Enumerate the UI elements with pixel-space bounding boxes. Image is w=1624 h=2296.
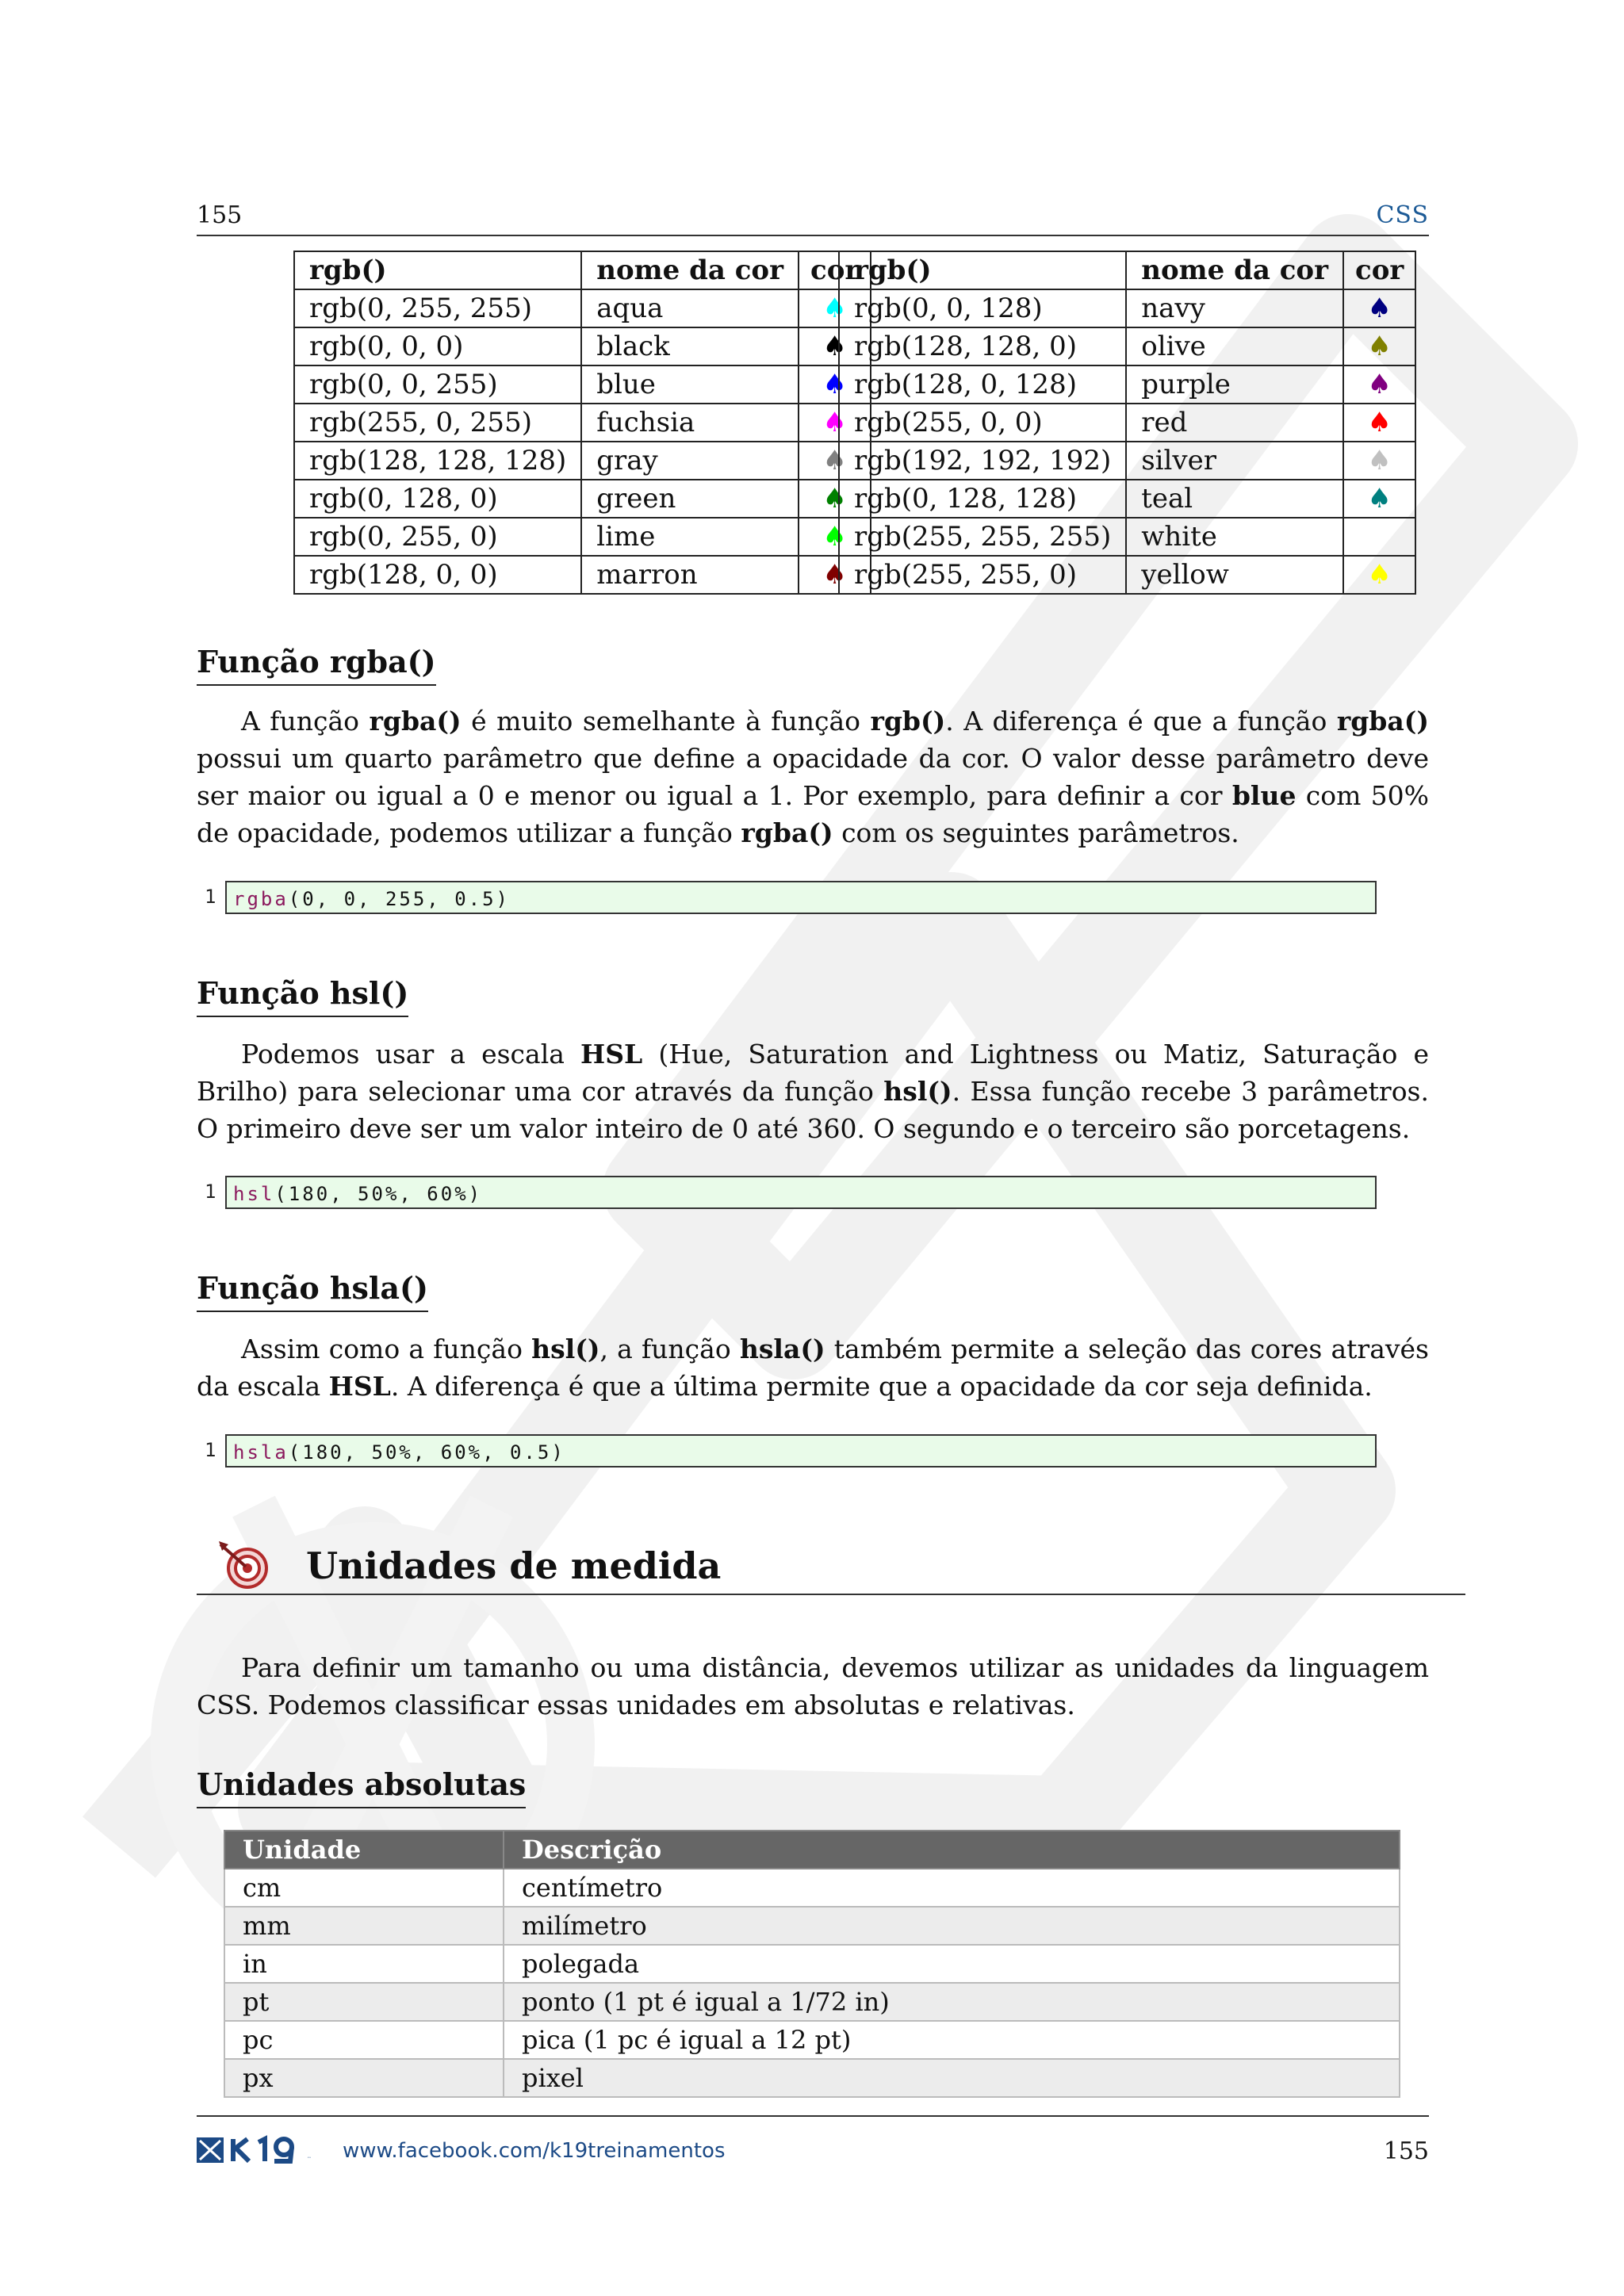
bold-term: hsl() — [883, 1076, 952, 1107]
color-row — [839, 289, 1415, 327]
code-args: (0, 0, 255, 0.5) — [288, 888, 510, 910]
spade-icon: ♠ — [1367, 559, 1392, 591]
color-name: teal — [1126, 480, 1343, 518]
code-block-rgba — [197, 881, 1429, 917]
section-title-text: Unidades de medida — [306, 1544, 722, 1587]
color-name: white — [1126, 518, 1343, 556]
rgb-value: rgb(0, 0, 128) — [839, 289, 1126, 327]
table-row — [224, 2021, 1400, 2059]
color-row — [294, 404, 871, 442]
text-run: Para definir um tamanho ou uma distância, devemos utilizar as unidades da linguagem CSS. Podemos classificar essas unidades em absolutas e relativas. — [197, 1652, 1429, 1720]
color-name: lime — [581, 518, 799, 556]
color-name: blue — [581, 365, 799, 404]
text-run: também permite a seleção das cores através da escala — [197, 1334, 1429, 1402]
col-name: nome da cor — [581, 251, 799, 289]
bold-term: hsl() — [531, 1334, 600, 1364]
spade-icon: ♠ — [822, 521, 847, 553]
spade-icon: ♠ — [822, 483, 847, 515]
code-block-hsl — [197, 1176, 1429, 1212]
description-cell: centímetro — [504, 1869, 1400, 1907]
code-line-number: 1 — [205, 886, 216, 908]
bold-term: HSL — [328, 1371, 391, 1402]
table-row — [224, 1907, 1400, 1945]
bold-term: HSL — [580, 1039, 643, 1070]
color-name: aqua — [581, 289, 799, 327]
color-row — [294, 327, 871, 365]
color-swatch — [1343, 289, 1415, 327]
rgb-value: rgb(255, 255, 255) — [839, 518, 1126, 556]
text-run: possui um quarto parâmetro que define a opacidade da cor. O valor desse parâmetro deve ser maior ou igual a 0 e menor ou igual a 1. Por exemplo, para definir a cor — [197, 743, 1429, 811]
text-run: (Hue, Saturation and Lightness ou Matiz, Saturação e Brilho) para selecionar uma cor através da função — [197, 1039, 1429, 1107]
code-function: rgba — [233, 888, 289, 910]
text-run: A função — [241, 706, 370, 737]
unit-cell: px — [224, 2059, 504, 2097]
bold-term: rgba() — [741, 817, 833, 848]
color-row — [294, 480, 871, 518]
header-chapter: CSS — [1376, 201, 1429, 229]
col-description: Descrição — [504, 1831, 1400, 1869]
rgb-value: rgb(255, 0, 0) — [839, 404, 1126, 442]
rgb-value: rgb(0, 0, 0) — [294, 327, 581, 365]
color-row — [839, 556, 1415, 594]
color-name: navy — [1126, 289, 1343, 327]
color-name: black — [581, 327, 799, 365]
rgb-value: rgb(0, 255, 0) — [294, 518, 581, 556]
color-row — [839, 327, 1415, 365]
table-row — [224, 1983, 1400, 2021]
description-cell: polegada — [504, 1945, 1400, 1983]
spade-icon: ♠ — [1367, 483, 1392, 515]
color-row — [839, 518, 1415, 556]
running-header — [197, 197, 1429, 236]
paragraph-hsl — [197, 1035, 1429, 1147]
paragraph-units — [197, 1649, 1429, 1724]
table-row — [224, 1945, 1400, 1983]
text-run: Assim como a função — [241, 1334, 532, 1364]
color-table-left — [293, 251, 871, 595]
footer-page-number: 155 — [1383, 2137, 1429, 2165]
color-row — [294, 365, 871, 404]
color-row — [839, 480, 1415, 518]
unit-cell: mm — [224, 1907, 504, 1945]
color-name: red — [1126, 404, 1343, 442]
table-row — [224, 2059, 1400, 2097]
rgb-value: rgb(128, 0, 128) — [839, 365, 1126, 404]
code-args: (180, 50%, 60%) — [274, 1183, 483, 1205]
rgb-value: rgb(255, 255, 0) — [839, 556, 1126, 594]
section-title-units — [197, 1536, 1465, 1595]
bold-term: rgba() — [1336, 706, 1429, 737]
color-swatch — [1343, 518, 1415, 556]
text-run: . A diferença é que a função — [945, 706, 1337, 737]
text-run: Podemos usar a escala — [241, 1039, 581, 1070]
unit-cell: cm — [224, 1869, 504, 1907]
svg-text:K19: K19 — [308, 2157, 312, 2159]
col-unit: Unidade — [224, 1831, 504, 1869]
description-cell: milímetro — [504, 1907, 1400, 1945]
bold-term: rgba() — [369, 706, 462, 737]
description-cell: pixel — [504, 2059, 1400, 2097]
section-heading-hsla: Função hsla() — [197, 1270, 428, 1312]
spade-icon: ♠ — [822, 331, 847, 362]
spade-icon: ♠ — [822, 559, 847, 591]
spade-icon: ♠ — [1367, 331, 1392, 362]
rgb-value: rgb(128, 128, 128) — [294, 442, 581, 480]
unit-cell: pt — [224, 1983, 504, 2021]
text-run: , a função — [599, 1334, 740, 1364]
col-rgb: rgb() — [839, 251, 1126, 289]
color-swatch — [1343, 556, 1415, 594]
code-line — [225, 1176, 1377, 1209]
color-row — [839, 404, 1415, 442]
color-swatch — [1343, 404, 1415, 442]
bold-term: hsla() — [739, 1334, 825, 1364]
rgb-value: rgb(128, 128, 0) — [839, 327, 1126, 365]
color-row — [294, 556, 871, 594]
color-swatch — [1343, 442, 1415, 480]
code-args: (180, 50%, 60%, 0.5) — [288, 1441, 565, 1464]
col-rgb: rgb() — [294, 251, 581, 289]
paragraph-hsla — [197, 1330, 1429, 1405]
rgb-value: rgb(0, 128, 0) — [294, 480, 581, 518]
color-name: green — [581, 480, 799, 518]
color-name: marron — [581, 556, 799, 594]
code-block-hsla — [197, 1434, 1429, 1471]
spade-icon: ♠ — [1367, 407, 1392, 438]
bold-term: rgb() — [870, 706, 946, 737]
code-line-number: 1 — [205, 1181, 216, 1203]
color-name: silver — [1126, 442, 1343, 480]
table-row — [224, 1869, 1400, 1907]
color-row — [839, 365, 1415, 404]
section-heading-absolute-units: Unidades absolutas — [197, 1766, 526, 1808]
text-run: é muito semelhante à função — [461, 706, 871, 737]
rgb-value: rgb(0, 128, 128) — [839, 480, 1126, 518]
description-cell: ponto (1 pt é igual a 1/72 in) — [504, 1983, 1400, 2021]
spade-icon: ♠ — [822, 369, 847, 400]
k19-logo — [197, 2134, 324, 2166]
color-name: fuchsia — [581, 404, 799, 442]
rgb-value: rgb(192, 192, 192) — [839, 442, 1126, 480]
bold-term: blue — [1231, 780, 1297, 811]
spade-icon: ♠ — [1367, 445, 1392, 476]
code-line — [225, 1434, 1377, 1468]
absolute-units-table — [224, 1830, 1400, 2098]
unit-cell: in — [224, 1945, 504, 1983]
target-icon — [216, 1540, 271, 1590]
spade-icon: ♠ — [1367, 293, 1392, 324]
code-function: hsla — [233, 1441, 289, 1464]
spade-icon: ♠ — [1367, 521, 1392, 553]
color-swatch — [1343, 480, 1415, 518]
text-run: com 50% de opacidade, podemos utilizar a função — [197, 780, 1429, 848]
color-swatch — [1343, 365, 1415, 404]
code-line — [225, 881, 1377, 914]
code-function: hsl — [233, 1183, 275, 1205]
rgb-value: rgb(255, 0, 255) — [294, 404, 581, 442]
section-heading-rgba: Função rgba() — [197, 644, 436, 686]
color-swatch — [1343, 327, 1415, 365]
spade-icon: ♠ — [822, 445, 847, 476]
col-color: cor — [799, 251, 871, 289]
header-page-number: 155 — [197, 201, 243, 229]
color-row — [839, 442, 1415, 480]
color-name: olive — [1126, 327, 1343, 365]
text-run: . A diferença é que a última permite que a opacidade da cor seja definida. — [390, 1371, 1373, 1402]
color-row — [294, 442, 871, 480]
text-run: com os seguintes parâmetros. — [833, 817, 1239, 848]
page-footer — [197, 2115, 1429, 2172]
rgb-value: rgb(128, 0, 0) — [294, 556, 581, 594]
description-cell: pica (1 pc é igual a 12 pt) — [504, 2021, 1400, 2059]
footer-url[interactable]: www.facebook.com/k19treinamentos — [343, 2139, 726, 2163]
col-color: cor — [1343, 251, 1415, 289]
color-name: gray — [581, 442, 799, 480]
color-row — [294, 289, 871, 327]
rgb-value: rgb(0, 255, 255) — [294, 289, 581, 327]
color-table-right — [838, 251, 1416, 595]
color-name: yellow — [1126, 556, 1343, 594]
spade-icon: ♠ — [1367, 369, 1392, 400]
color-name: purple — [1126, 365, 1343, 404]
text-run: . Essa função recebe 3 parâmetros. O primeiro deve ser um valor inteiro de 0 até 360. O segundo e o terceiro são porcetagens. — [197, 1076, 1429, 1144]
spade-icon: ♠ — [822, 407, 847, 438]
paragraph-rgba — [197, 702, 1429, 851]
section-heading-hsl: Função hsl() — [197, 975, 408, 1017]
code-line-number: 1 — [205, 1439, 216, 1461]
unit-cell: pc — [224, 2021, 504, 2059]
col-name: nome da cor — [1126, 251, 1343, 289]
color-row — [294, 518, 871, 556]
spade-icon: ♠ — [822, 293, 847, 324]
rgb-value: rgb(0, 0, 255) — [294, 365, 581, 404]
